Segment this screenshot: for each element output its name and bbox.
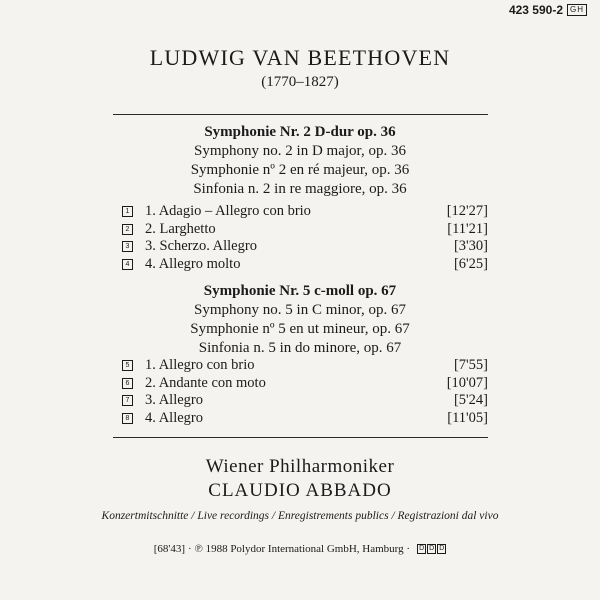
track-row: [122, 221, 488, 239]
top-divider: [113, 114, 488, 115]
label-code-badge: GH: [567, 4, 587, 16]
track-duration: [5'24]: [453, 392, 488, 409]
track-duration: [12'27]: [446, 203, 488, 220]
work-1-title-it: Sinfonia n. 2 in re maggiore, op. 36: [193, 181, 407, 197]
work-2-heading: [0, 282, 600, 358]
work-1-title-en: Symphony no. 2 in D major, op. 36: [194, 143, 406, 159]
work-1-title-de: Symphonie Nr. 2 D-dur op. 36: [204, 124, 396, 140]
track-row: [122, 410, 488, 428]
track-title: 4. Allegro molto: [145, 255, 241, 272]
track-duration: [10'07]: [446, 374, 488, 391]
work-2-title-it: Sinfonia n. 5 in do minore, op. 67: [198, 340, 402, 356]
total-time: [68'43]: [153, 543, 186, 555]
work-2-title-de: Symphonie Nr. 5 c-moll op. 67: [203, 283, 397, 299]
track-title: 3. Scherzo. Allegro: [145, 238, 257, 255]
track-title: 2. Larghetto: [145, 220, 216, 237]
conductor-name: CLAUDIO ABBADO: [208, 480, 392, 501]
track-row: [122, 375, 488, 393]
track-row: [122, 357, 488, 375]
recording-notes: Konzertmitschnitte / Live recordings / Enregistrements publics / Registrazioni dal vivo: [101, 510, 499, 522]
track-number-box: 1: [122, 206, 133, 217]
track-number-box: 3: [122, 241, 133, 252]
track-number-box: 6: [122, 378, 133, 389]
work-1-title-fr: Symphonie nº 2 en ré majeur, op. 36: [190, 162, 410, 178]
track-number-box: 4: [122, 259, 133, 270]
ddd-code-badge: [417, 544, 446, 554]
work-2-title-en: Symphony no. 5 in C minor, op. 67: [194, 302, 406, 318]
work-1-tracklist: [122, 203, 488, 273]
work-2-title-fr: Symphonie nº 5 en ut mineur, op. 67: [190, 321, 410, 337]
track-duration: [11'21]: [447, 220, 488, 237]
composer-years: (1770–1827): [261, 74, 339, 90]
track-duration: [11'05]: [447, 409, 488, 426]
bottom-divider: [113, 437, 488, 438]
track-duration: [6'25]: [453, 255, 488, 272]
track-row: [122, 203, 488, 221]
ddd-letter: D: [429, 545, 435, 552]
orchestra-name: Wiener Philharmoniker: [205, 456, 395, 477]
track-duration: [7'55]: [453, 357, 488, 374]
track-number-box: 7: [122, 395, 133, 406]
work-1-heading: [0, 123, 600, 199]
ddd-letter: D: [439, 545, 445, 552]
track-title: 4. Allegro: [145, 409, 203, 426]
composer-name: LUDWIG VAN BEETHOVEN: [149, 45, 451, 70]
track-title: 1. Adagio – Allegro con brio: [145, 203, 311, 220]
track-duration: [3'30]: [453, 238, 488, 255]
catalog-number-text: 423 590-2: [508, 3, 563, 17]
track-title: 3. Allegro: [145, 392, 203, 409]
track-number-box: 8: [122, 413, 133, 424]
track-row: [122, 392, 488, 410]
track-title: 2. Andante con moto: [145, 374, 266, 391]
track-number-box: 5: [122, 360, 133, 371]
work-2-tracklist: [122, 357, 488, 427]
ddd-letter: D: [419, 545, 425, 552]
catalog-number: [509, 3, 587, 17]
track-number-box: 2: [122, 224, 133, 235]
footer-line: [0, 543, 600, 555]
track-title: 1. Allegro con brio: [145, 357, 255, 374]
track-row: [122, 256, 488, 274]
track-row: [122, 238, 488, 256]
copyright-text: · ℗ 1988 Polydor International GmbH, Hamburg ·: [188, 543, 411, 555]
